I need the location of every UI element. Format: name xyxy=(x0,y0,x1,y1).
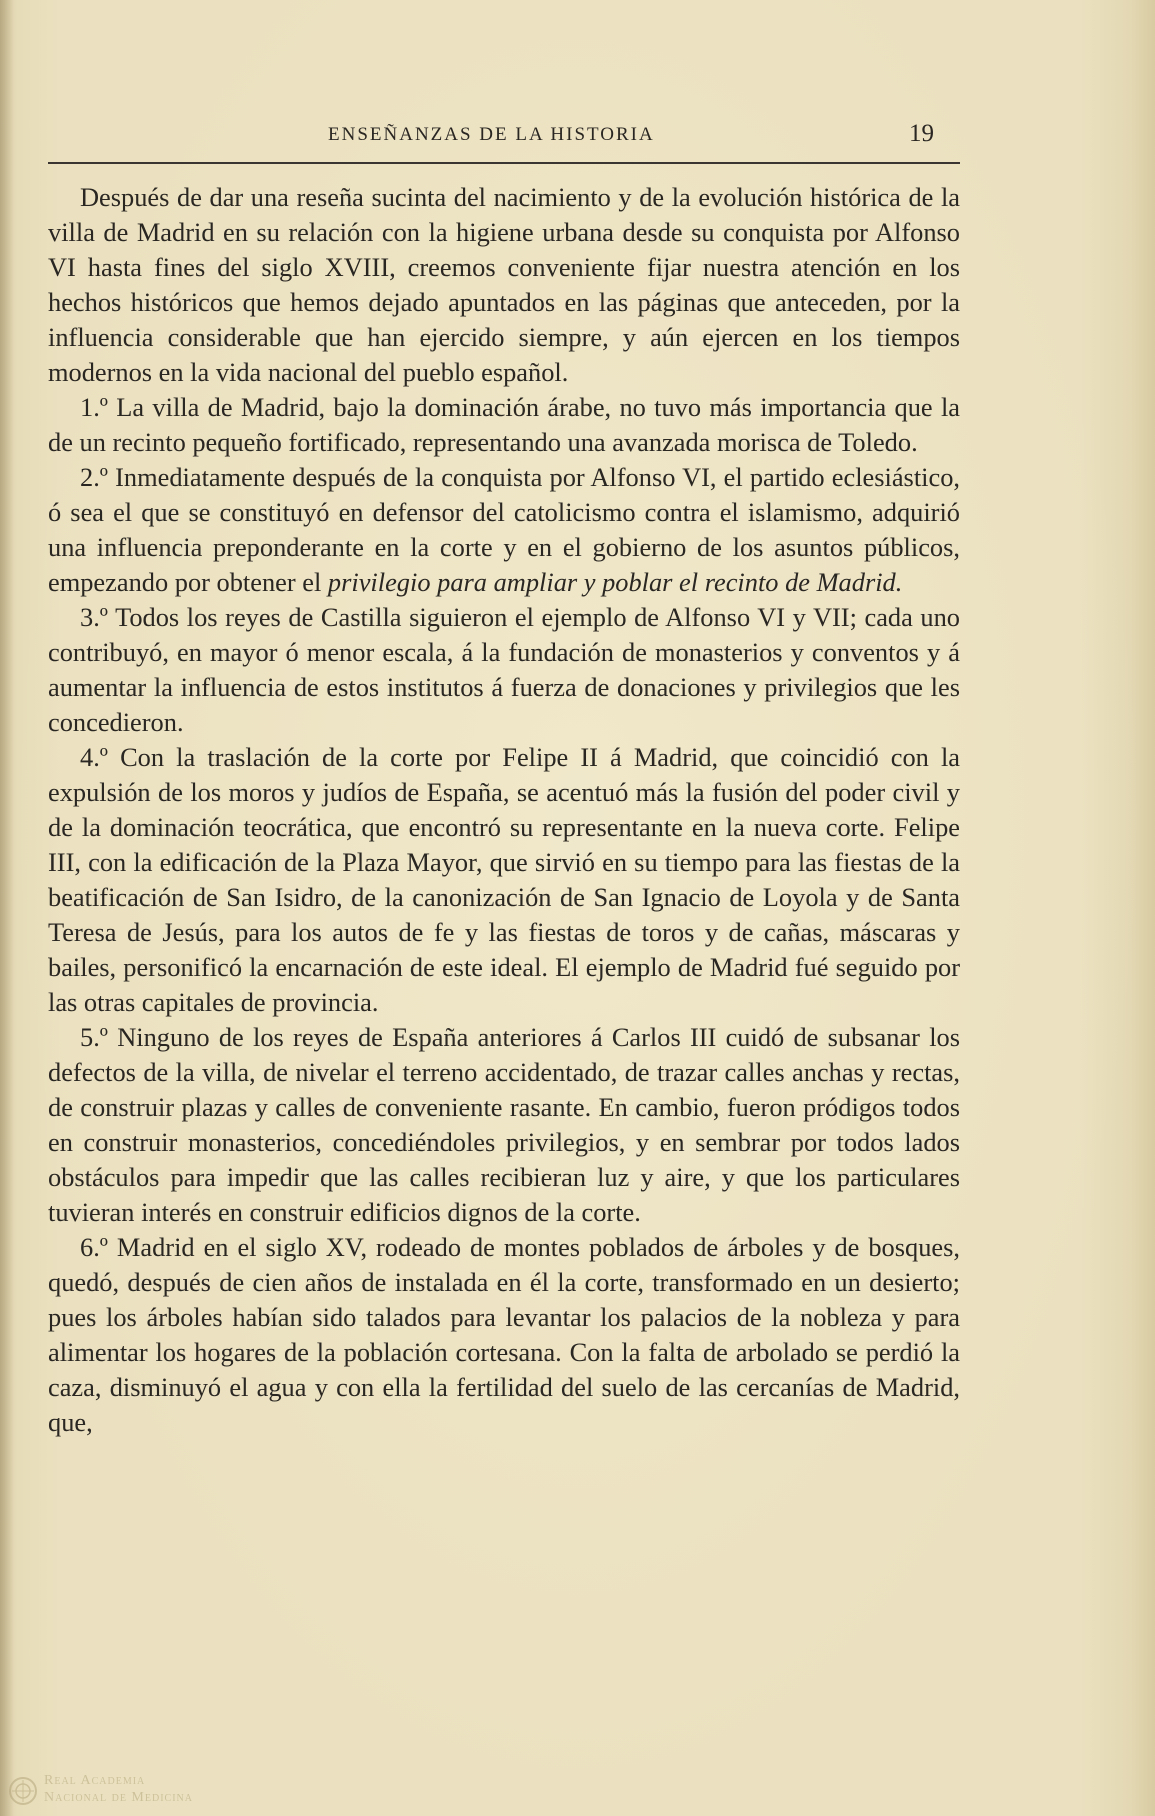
running-head: ENSEÑANZAS DE LA HISTORIA xyxy=(328,124,655,145)
watermark-line-2: Nacional de Medicina xyxy=(44,1790,193,1805)
point-2-text: 2.º Inmediatamente después de la conquista por Alfonso VI, el partido eclesiástico, ó sea el que se constituyó en defensor del catolicismo contra el islamismo, adquirió una influencia preponderante en la corte y en el gobierno de los asuntos públicos, empezando por obtener el xyxy=(48,462,960,597)
point-1-paragraph: 1.º La villa de Madrid, bajo la dominación árabe, no tuvo más importancia que la de un recinto pequeño fortificado, representando una avanzada morisca de Toledo. xyxy=(48,392,960,457)
point-2-italic-text: privilegio para ampliar y poblar el recinto de Madrid. xyxy=(327,567,903,597)
point-5-paragraph: 5.º Ninguno de los reyes de España anteriores á Carlos III cuidó de subsanar los defectos de la villa, de nivelar el terreno accidentado, de trazar calles anchas y rectas, de construir plazas y calles de conveniente rasante. En cambio, fueron pródigos todos en construir monasterios, concediéndoles privilegios, y en sembrar por todos lados obstáculos para impedir que las calles recibieran luz y aire, y que los particulares tuvieran interés en construir edificios dignos de la corte. xyxy=(48,1022,960,1227)
point-3-paragraph: 3.º Todos los reyes de Castilla siguieron el ejemplo de Alfonso VI y VII; cada uno contribuyó, en mayor ó menor escala, á la fundación de monasterios y conventos y á aumentar la influencia de estos institutos á fuerza de donaciones y privilegios que les concedieron. xyxy=(48,602,960,737)
watermark-line-1: Real Academia xyxy=(44,1773,146,1788)
page-header xyxy=(48,120,960,164)
point-6-paragraph: 6.º Madrid en el siglo XV, rodeado de montes poblados de árboles y de bosques, quedó, después de cien años de instalada en él la corte, transformado en un desierto; pues los árboles habían sido talados para levantar los palacios de la nobleza y para alimentar los hogares de la población cortesana. Con la falta de arbolado se perdió la caza, disminuyó el agua y con ella la fertilidad del suelo de las cercanías de Madrid, que, xyxy=(48,1232,960,1437)
page-gutter-shadow xyxy=(0,0,14,1816)
academy-seal-icon xyxy=(8,1776,38,1806)
point-4-paragraph: 4.º Con la traslación de la corte por Felipe II á Madrid, que coincidió con la expulsión de los moros y judíos de España, se acentuó más la fusión del poder civil y de la dominación teocrática, que encontró su representante en la nueva corte. Felipe III, con la edificación de la Plaza Mayor, que sirvió en su tiempo para las fiestas de la beatificación de San Isidro, de la canonización de San Ignacio de Loyola y de Santa Teresa de Jesús, para los autos de fe y las fiestas de toros y de cañas, máscaras y bailes, personificó la encarnación de este ideal. El ejemplo de Madrid fué seguido por las otras capitales de provincia. xyxy=(48,742,960,1017)
library-watermark xyxy=(8,1770,238,1810)
intro-paragraph: Después de dar una reseña sucinta del nacimiento y de la evolución histórica de la villa de Madrid en su relación con la higiene urbana desde su conquista por Alfonso VI hasta fines del siglo XVIII, creemos conveniente fijar nuestra atención en los hechos históricos que hemos dejado apuntados en las páginas que anteceden, por la influencia considerable que han ejercido siempre, y aún ejercen en los tiempos modernos en la vida nacional del pueblo español. xyxy=(48,182,960,387)
page-number: 19 xyxy=(909,120,934,147)
point-2-paragraph xyxy=(48,460,960,600)
watermark-text xyxy=(44,1772,193,1806)
body-text xyxy=(48,180,960,1440)
